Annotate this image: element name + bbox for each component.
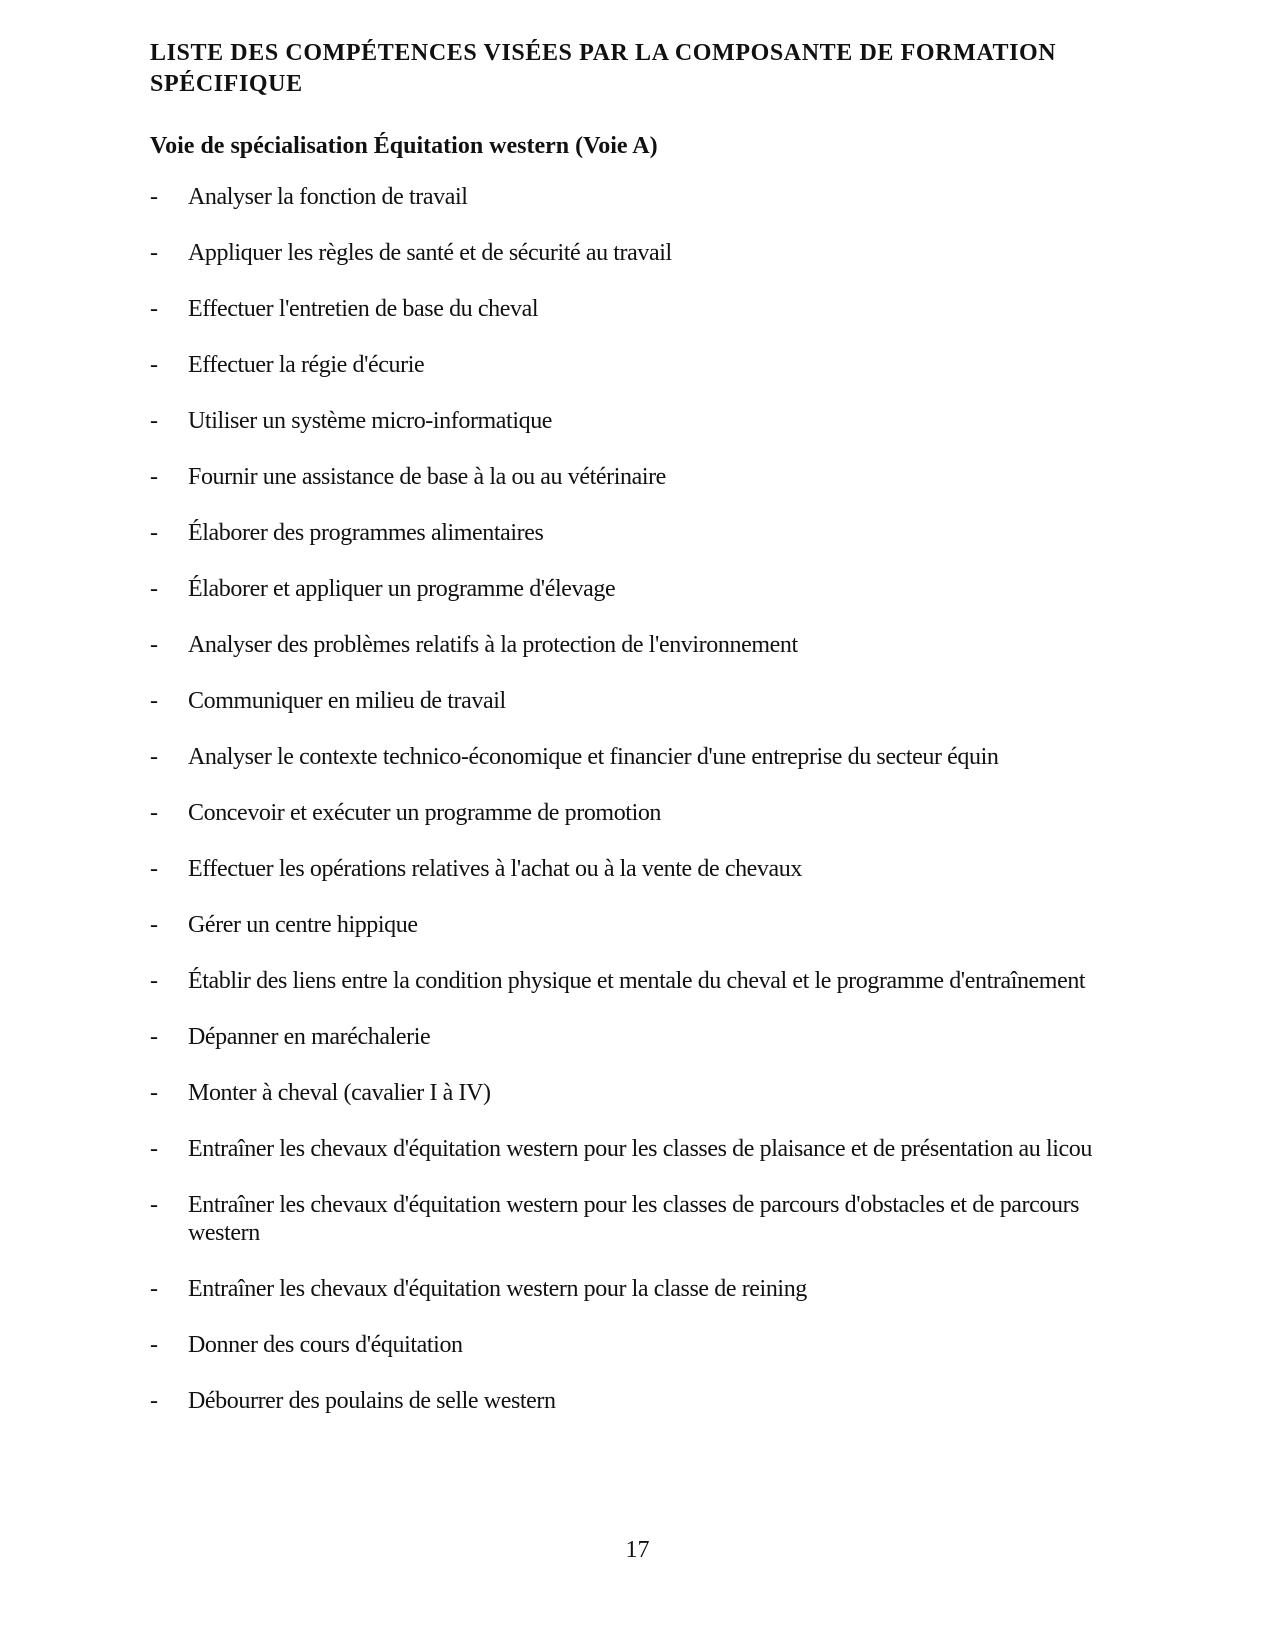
bullet-dash: -: [150, 352, 158, 378]
list-item-text: Effectuer la régie d'écurie: [188, 352, 425, 378]
list-item-text: Effectuer les opérations relatives à l'achat ou à la vente de chevaux: [188, 856, 802, 882]
list-item-text: Monter à cheval (cavalier I à IV): [188, 1080, 491, 1106]
list-item: [150, 855, 1110, 883]
list-item: [150, 1135, 1110, 1163]
list-item-text: Établir des liens entre la condition physique et mentale du cheval et le programme d'entraînement: [188, 968, 1086, 994]
list-item: [150, 519, 1110, 547]
page-number: 17: [625, 1537, 650, 1563]
list-item: [150, 1387, 1110, 1415]
competency-list: [150, 183, 1110, 1443]
bullet-dash: -: [150, 744, 158, 770]
list-item-text: Entraîner les chevaux d'équitation western pour les classes de parcours d'obstacles et de parcours western: [188, 1192, 1080, 1246]
list-item: [150, 1079, 1110, 1107]
bullet-dash: -: [150, 1192, 158, 1218]
bullet-dash: -: [150, 464, 158, 490]
list-item: [150, 687, 1110, 715]
bullet-dash: -: [150, 576, 158, 602]
bullet-dash: -: [150, 1080, 158, 1106]
list-item-text: Analyser la fonction de travail: [188, 184, 468, 210]
bullet-dash: -: [150, 1388, 158, 1414]
bullet-dash: -: [150, 1136, 158, 1162]
page-title: LISTE DES COMPÉTENCES VISÉES PAR LA COMPOSANTE DE FORMATION SPÉCIFIQUE: [150, 40, 1057, 97]
bullet-dash: -: [150, 296, 158, 322]
list-item-text: Élaborer des programmes alimentaires: [188, 520, 544, 546]
bullet-dash: -: [150, 800, 158, 826]
list-item-text: Gérer un centre hippique: [188, 912, 418, 938]
bullet-dash: -: [150, 1024, 158, 1050]
list-item-text: Concevoir et exécuter un programme de promotion: [188, 800, 662, 826]
bullet-dash: -: [150, 856, 158, 882]
list-item: [150, 799, 1110, 827]
bullet-dash: -: [150, 1332, 158, 1358]
list-item: [150, 967, 1110, 995]
bullet-dash: -: [150, 408, 158, 434]
list-item: [150, 1191, 1110, 1247]
list-item-text: Entraîner les chevaux d'équitation western pour la classe de reining: [188, 1276, 807, 1302]
bullet-dash: -: [150, 912, 158, 938]
list-item: [150, 575, 1110, 603]
bullet-dash: -: [150, 184, 158, 210]
list-item: [150, 239, 1110, 267]
bullet-dash: -: [150, 632, 158, 658]
list-item-text: Analyser des problèmes relatifs à la protection de l'environnement: [188, 632, 798, 658]
list-item: [150, 407, 1110, 435]
list-item-text: Communiquer en milieu de travail: [188, 688, 506, 714]
list-item-text: Donner des cours d'équitation: [188, 1332, 463, 1358]
list-item-text: Entraîner les chevaux d'équitation western pour les classes de plaisance et de présentation au licou: [188, 1136, 1092, 1162]
list-item-text: Élaborer et appliquer un programme d'élevage: [188, 576, 616, 602]
list-item: [150, 1275, 1110, 1303]
list-item: [150, 463, 1110, 491]
list-item-text: Appliquer les règles de santé et de sécurité au travail: [188, 240, 672, 266]
list-item-text: Dépanner en maréchalerie: [188, 1024, 431, 1050]
list-item-text: Débourrer des poulains de selle western: [188, 1388, 556, 1414]
list-item: [150, 295, 1110, 323]
list-item-text: Fournir une assistance de base à la ou au vétérinaire: [188, 464, 666, 490]
list-item-text: Effectuer l'entretien de base du cheval: [188, 296, 539, 322]
list-item: [150, 1023, 1110, 1051]
bullet-dash: -: [150, 240, 158, 266]
section-title: Voie de spécialisation Équitation western (Voie A): [150, 133, 658, 159]
list-item: [150, 911, 1110, 939]
list-item: [150, 351, 1110, 379]
list-item-text: Analyser le contexte technico-économique et financier d'une entreprise du secteur équin: [188, 744, 999, 770]
list-item: [150, 743, 1110, 771]
bullet-dash: -: [150, 688, 158, 714]
list-item: [150, 183, 1110, 211]
list-item-text: Utiliser un système micro-informatique: [188, 408, 553, 434]
bullet-dash: -: [150, 520, 158, 546]
list-item: [150, 631, 1110, 659]
list-item: [150, 1331, 1110, 1359]
bullet-dash: -: [150, 968, 158, 994]
bullet-dash: -: [150, 1276, 158, 1302]
